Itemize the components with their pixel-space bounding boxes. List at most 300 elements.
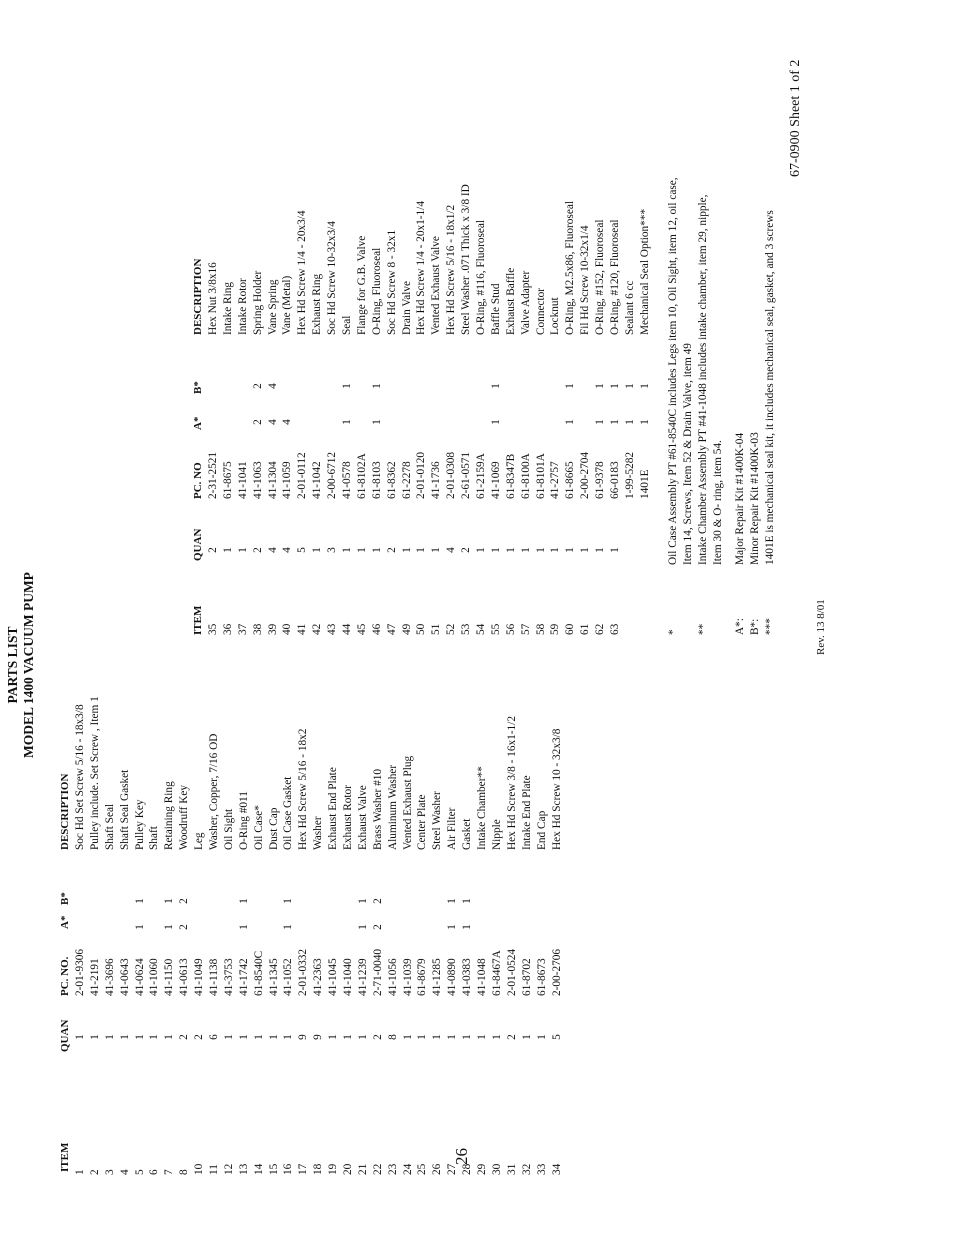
left-b-cell: [326, 893, 341, 909]
left-b-cell: 1: [237, 898, 250, 904]
right-item-cell: 60: [564, 623, 577, 635]
left-desc-cell: Hex Hd Screw 10 - 32x3/8: [550, 728, 563, 850]
right-pc-cell: 2-00-6712: [326, 451, 339, 499]
title-line-1: PARTS LIST: [5, 626, 20, 704]
left-b-cell: [430, 893, 445, 909]
right-quan-cell: 4: [266, 547, 279, 553]
right-quan-cell: 1: [430, 547, 443, 553]
left-description-column: [73, 600, 564, 850]
left-quan-cell: 1: [282, 1034, 295, 1040]
left-b-cell: [267, 893, 282, 909]
left-item-cell: 7: [163, 1169, 176, 1175]
left-desc-cell: Exhaust Valve: [356, 785, 369, 850]
left-b-cell: 1: [163, 898, 176, 904]
right-quan-cell: 1: [341, 547, 354, 553]
right-b-cell: [400, 378, 415, 394]
right-a-cell: [295, 414, 310, 430]
left-a-cell: [490, 919, 505, 935]
right-a-cell: [504, 414, 519, 430]
right-quan-cell: 1: [534, 547, 547, 553]
right-b-cell: 1: [623, 383, 636, 389]
right-b-cell: [221, 378, 236, 394]
left-desc-cell: Aluminum Washer: [386, 764, 399, 850]
right-b-cell: 1: [370, 383, 383, 389]
left-header-quan: QUAN: [59, 1019, 71, 1052]
left-pc-cell: 41-1045: [327, 958, 340, 996]
right-item-cell: 57: [519, 623, 532, 635]
right-quan-cell: 1: [504, 547, 517, 553]
left-pc-cell: 61-8467A: [490, 950, 503, 996]
right-desc-cell: Mechanical Seal Option***: [638, 208, 651, 335]
right-header-quan: QUAN: [192, 528, 204, 561]
left-a-cell: 2: [371, 924, 384, 930]
left-item-cell: 12: [222, 1163, 235, 1175]
right-quan-cell: 1: [489, 547, 502, 553]
right-item-cell: 45: [355, 623, 368, 635]
left-item-cell: 11: [208, 1164, 221, 1175]
right-desc-cell: Exhaust Ring: [311, 273, 324, 335]
sheet-label: 67-0900 Sheet 1 of 2: [788, 59, 803, 177]
left-a-cell: [311, 919, 326, 935]
right-quan-cell: 1: [564, 547, 577, 553]
left-b-cell: 1: [461, 898, 474, 904]
right-pc-cell: 61-8362: [385, 461, 398, 499]
right-quan-cell: 1: [475, 547, 488, 553]
right-a-cell: [310, 414, 325, 430]
right-a-column: [206, 414, 653, 430]
left-pc-cell: 41-0383: [461, 958, 474, 996]
left-b-cell: [341, 893, 356, 909]
note-text: Item 14, Screws, Item 52 & Drain Valve, item 49: [681, 343, 694, 565]
right-desc-cell: Connector: [534, 287, 547, 335]
left-a-cell: [386, 919, 401, 935]
right-desc-cell: Exhaust Baffle: [504, 267, 517, 335]
left-b-cell: [73, 893, 88, 909]
left-quan-cell: 1: [356, 1034, 369, 1040]
right-pc-cell: 41-1736: [430, 461, 443, 499]
left-pc-cell: 41-1040: [342, 958, 355, 996]
left-quan-cell: 8: [386, 1034, 399, 1040]
right-item-cell: 52: [445, 623, 458, 635]
left-pc-cell: 41-1052: [282, 958, 295, 996]
right-pc-cell: 61-2159A: [475, 453, 488, 499]
left-a-cell: [520, 919, 535, 935]
right-quan-cell: 1: [370, 547, 383, 553]
left-desc-cell: Retaining Ring: [163, 781, 176, 850]
left-item-cell: 19: [327, 1163, 340, 1175]
right-pc-cell: 1401E: [638, 469, 651, 499]
left-item-cell: 13: [237, 1163, 250, 1175]
right-quan-cell: 1: [594, 547, 607, 553]
left-desc-cell: Pulley Key: [133, 799, 146, 850]
left-item-cell: 28: [461, 1163, 474, 1175]
right-quan-cell: 1: [221, 547, 234, 553]
right-item-cell: 49: [400, 623, 413, 635]
left-item-cell: 27: [446, 1163, 459, 1175]
left-a-cell: [475, 919, 490, 935]
left-b-column: [73, 893, 564, 909]
left-a-cell: [103, 919, 118, 935]
left-b-cell: [118, 893, 133, 909]
right-item-cell: 35: [207, 623, 219, 635]
left-a-cell: [88, 919, 103, 935]
note-text: Major Repair Kit #1400K-04: [734, 432, 747, 565]
right-item-cell: [623, 595, 638, 635]
right-b-cell: [236, 378, 251, 394]
left-pc-cell: 41-1239: [356, 958, 369, 996]
right-b-column: [206, 378, 653, 394]
left-quan-cell: 1: [446, 1034, 459, 1040]
right-b-cell: [474, 378, 489, 394]
right-pc-column: [206, 429, 653, 499]
right-pc-cell: 41-1041: [236, 461, 249, 499]
left-pc-cell: 2-00-2706: [550, 948, 563, 996]
note-text: 1401E is mechanical seal kit, it includes mechanical seal, gasket, and 3 screws: [763, 210, 776, 565]
left-a-cell: 1: [282, 924, 295, 930]
right-b-cell: [280, 378, 295, 394]
right-desc-cell: O-Ring, #116, Fluoroseal: [475, 219, 488, 335]
left-item-cell: 32: [520, 1163, 533, 1175]
left-desc-cell: Vented Exhaust Plug: [401, 755, 414, 850]
note-mark: ***: [763, 618, 776, 635]
left-b-cell: 2: [371, 898, 384, 904]
right-desc-cell: Hex Hd Screw 5/16 - 18x1/2: [445, 204, 458, 335]
left-quan-cell: 1: [237, 1034, 250, 1040]
note-text: Minor Repair Kit #1400K-03: [748, 432, 761, 565]
left-quan-cell: 1: [148, 1034, 161, 1040]
left-pc-cell: 61-8702: [520, 958, 533, 996]
left-b-cell: [252, 893, 267, 909]
left-b-cell: [386, 893, 401, 909]
left-desc-cell: Oil Sight: [222, 808, 235, 850]
right-b-cell: 1: [609, 383, 622, 389]
right-item-cell: 51: [430, 623, 443, 635]
left-item-cell: 2: [88, 1169, 101, 1175]
right-quan-cell: 2: [207, 547, 219, 553]
left-quan-cell: 1: [431, 1034, 444, 1040]
right-b-cell: 2: [251, 383, 264, 389]
left-item-cell: 5: [133, 1169, 146, 1175]
left-b-cell: [490, 893, 505, 909]
left-pc-cell: 41-1138: [208, 958, 221, 996]
right-a-cell: 1: [594, 419, 607, 425]
right-pc-cell: 61-8101A: [534, 453, 547, 499]
right-a-cell: 1: [564, 419, 577, 425]
note-mark: B*:: [748, 618, 761, 635]
right-pc-cell: 66-0183: [609, 461, 622, 499]
right-a-cell: [221, 414, 236, 430]
left-desc-cell: Air Filter: [446, 807, 459, 850]
left-pc-cell: 41-1048: [476, 958, 489, 996]
left-b-cell: [192, 893, 207, 909]
left-quan-cell: 1: [133, 1034, 146, 1040]
right-a-cell: [400, 414, 415, 430]
right-desc-cell: Hex Nut 3/8x16: [207, 262, 219, 335]
left-pc-cell: 61-8673: [535, 958, 548, 996]
right-a-cell: [429, 414, 444, 430]
note-mark: *: [667, 629, 679, 635]
right-desc-cell: Seal: [341, 315, 354, 335]
right-pc-cell: 61-8347B: [504, 453, 517, 499]
right-a-cell: [519, 414, 534, 430]
right-a-cell: 4: [281, 419, 294, 425]
right-header-b: B*: [192, 381, 204, 394]
right-a-cell: [325, 414, 340, 430]
left-pc-cell: 41-1150: [163, 958, 176, 996]
revision-label: Rev. 13 8/01: [815, 599, 827, 655]
left-header-description: DESCRIPTION: [59, 773, 71, 850]
left-item-cell: 24: [401, 1163, 414, 1175]
left-a-cell: [401, 919, 416, 935]
right-a-cell: 1: [638, 419, 651, 425]
left-pc-cell: 41-1285: [431, 958, 444, 996]
right-b-cell: 1: [594, 383, 607, 389]
left-a-column: [73, 919, 564, 935]
right-desc-cell: Hex Hd Screw 1/4 - 20x3/4: [296, 210, 309, 335]
left-desc-cell: Exhaust Rotor: [342, 785, 355, 850]
right-b-cell: [504, 378, 519, 394]
left-a-cell: [118, 919, 133, 935]
left-desc-cell: Washer, Copper, 7/16 OD: [208, 733, 221, 850]
left-pc-cell: 41-1060: [148, 958, 161, 996]
right-item-cell: 42: [311, 623, 324, 635]
left-quan-cell: 1: [461, 1034, 474, 1040]
left-quan-cell: 9: [297, 1034, 310, 1040]
left-desc-cell: Leg: [193, 832, 206, 850]
page-number: 26: [452, 1148, 471, 1165]
right-quan-cell: 1: [400, 547, 413, 553]
left-item-cell: 3: [103, 1169, 116, 1175]
right-pc-cell: 2-01-0112: [296, 452, 309, 499]
right-item-cell: 39: [266, 623, 279, 635]
right-pc-cell: 2-61-0571: [460, 451, 473, 499]
left-a-cell: [326, 919, 341, 935]
left-desc-cell: Intake End Plate: [520, 775, 533, 850]
note-text: Intake Chamber Assembly PT #41-1048 includes intake chamber, item 29, nipple,: [696, 194, 709, 565]
left-a-cell: 1: [133, 924, 146, 930]
left-pc-cell: 41-1056: [386, 958, 399, 996]
left-item-cell: 26: [431, 1163, 444, 1175]
left-quan-cell: 5: [550, 1034, 563, 1040]
left-a-cell: 1: [461, 924, 474, 930]
right-b-cell: 1: [341, 383, 354, 389]
left-desc-cell: Dust Cap: [267, 807, 280, 850]
left-pc-cell: 41-1345: [267, 958, 280, 996]
left-desc-cell: Hex Hd Screw 5/16 - 18x2: [297, 728, 310, 850]
left-a-cell: [535, 919, 550, 935]
left-b-cell: [401, 893, 416, 909]
right-desc-cell: Intake Rotor: [236, 278, 249, 335]
right-quan-cell: 2: [251, 547, 264, 553]
left-b-cell: 1: [446, 898, 459, 904]
right-item-cell: 55: [489, 623, 502, 635]
left-quan-cell: 1: [535, 1034, 548, 1040]
left-desc-cell: O-Ring #011: [237, 791, 250, 850]
right-item-cell: 43: [326, 623, 339, 635]
right-pc-cell: 41-0578: [341, 461, 354, 499]
left-pc-cell: 41-1742: [237, 958, 250, 996]
title-line-2: MODEL 1400 VACUUM PUMP: [21, 572, 36, 758]
right-b-cell: [310, 378, 325, 394]
left-b-cell: [147, 893, 162, 909]
right-quan-cell: 1: [519, 547, 532, 553]
right-quan-cell: 1: [579, 547, 592, 553]
right-a-cell: [534, 414, 549, 430]
left-a-cell: [147, 919, 162, 935]
right-desc-cell: Spring Holder: [251, 270, 264, 335]
left-b-cell: [535, 893, 550, 909]
right-a-cell: 1: [341, 419, 354, 425]
right-item-cell: 62: [594, 623, 607, 635]
left-quan-cell: 2: [505, 1034, 518, 1040]
right-item-cell: 54: [475, 623, 488, 635]
right-a-cell: [578, 414, 593, 430]
left-quan-cell: 2: [193, 1034, 206, 1040]
right-a-cell: 4: [266, 419, 279, 425]
left-item-cell: 30: [490, 1163, 503, 1175]
right-b-cell: [459, 378, 474, 394]
left-b-cell: [222, 893, 237, 909]
left-item-cell: 8: [178, 1169, 191, 1175]
left-a-cell: [207, 919, 222, 935]
right-item-cell: 50: [415, 623, 428, 635]
left-item-cell: 18: [312, 1163, 325, 1175]
right-desc-cell: Flange for G.B. Valve: [355, 235, 368, 335]
left-quan-column: [73, 1017, 564, 1057]
left-pc-cell: 41-0890: [446, 958, 459, 996]
right-item-cell: 61: [579, 623, 592, 635]
left-quan-cell: 1: [342, 1034, 355, 1040]
right-desc-cell: Drain Valve: [400, 280, 413, 335]
left-desc-cell: Center Plate: [416, 794, 429, 850]
left-b-cell: [296, 893, 311, 909]
left-quan-cell: 1: [490, 1034, 503, 1040]
right-pc-cell: 41-1304: [266, 461, 279, 499]
right-item-cell: 37: [236, 623, 249, 635]
right-pc-cell: 61-8675: [221, 461, 234, 499]
left-a-cell: [550, 919, 565, 935]
left-a-cell: [267, 919, 282, 935]
right-b-cell: 1: [564, 383, 577, 389]
right-header-a: A*: [192, 416, 204, 430]
right-pc-cell: 41-1042: [311, 461, 324, 499]
right-pc-cell: 61-8103: [370, 461, 383, 499]
right-a-cell: [236, 414, 251, 430]
right-a-cell: [474, 414, 489, 430]
right-item-cell: 44: [341, 623, 354, 635]
left-quan-cell: 1: [327, 1034, 340, 1040]
right-item-cell: 56: [504, 623, 517, 635]
left-item-cell: 1: [74, 1169, 86, 1175]
left-desc-cell: End Cap: [535, 810, 548, 850]
right-pc-cell: 2-00-2704: [579, 451, 592, 499]
left-header-pc: PC. NO.: [59, 956, 71, 996]
right-quan-cell: 1: [355, 547, 368, 553]
right-desc-cell: Vented Exhaust Valve: [430, 236, 443, 335]
left-quan-cell: 1: [163, 1034, 176, 1040]
left-pc-cell: 41-0613: [178, 958, 191, 996]
left-a-cell: 1: [163, 924, 176, 930]
right-a-cell: [355, 414, 370, 430]
right-quan-column: [206, 535, 653, 565]
right-b-cell: [414, 378, 429, 394]
right-quan-cell: 1: [609, 547, 622, 553]
left-a-cell: 1: [446, 924, 459, 930]
right-desc-cell: Locknut: [549, 297, 562, 335]
left-b-cell: [103, 893, 118, 909]
left-b-cell: [550, 893, 565, 909]
left-header-a: A*: [59, 915, 71, 929]
note-text: Item 30 & O- ring, item 54.: [711, 440, 724, 565]
right-desc-cell: Intake Ring: [221, 281, 234, 335]
right-quan-cell: [623, 535, 638, 565]
left-quan-cell: 1: [103, 1034, 116, 1040]
right-quan-cell: 2: [385, 547, 398, 553]
right-quan-cell: 1: [415, 547, 428, 553]
right-desc-cell: Fil Hd Screw 10-32x1/4: [579, 225, 592, 335]
right-item-cell: 38: [251, 623, 264, 635]
right-item-cell: 46: [370, 623, 383, 635]
left-quan-cell: 2: [178, 1034, 191, 1040]
left-item-cell: 23: [386, 1163, 399, 1175]
left-item-cell: 4: [118, 1169, 131, 1175]
right-pc-cell: 2-31-2521: [207, 451, 219, 499]
right-a-cell: 1: [489, 419, 502, 425]
left-b-cell: 2: [178, 898, 191, 904]
right-desc-cell: O-Ring, Fluoroseal: [370, 247, 383, 335]
right-pc-cell: 61-2278: [400, 461, 413, 499]
left-quan-cell: 1: [222, 1034, 235, 1040]
left-pc-cell: 2-71-0040: [371, 948, 384, 996]
left-desc-cell: Nipple: [490, 819, 503, 850]
right-description-column: [206, 35, 653, 335]
right-quan-cell: 2: [460, 547, 473, 553]
right-a-cell: [385, 414, 400, 430]
right-quan-cell: 4: [445, 547, 458, 553]
right-desc-cell: Hex Hd Screw 1/4 - 20x1-1/4: [415, 201, 428, 335]
right-quan-cell: 4: [281, 547, 294, 553]
left-pc-cell: 41-0624: [133, 958, 146, 996]
left-pc-cell: 61-8679: [416, 958, 429, 996]
left-a-cell: [73, 919, 88, 935]
note-mark: **: [696, 623, 709, 635]
right-quan-cell: 1: [549, 547, 562, 553]
right-pc-cell: 61-8102A: [355, 453, 368, 499]
left-b-cell: 1: [356, 898, 369, 904]
left-desc-cell: Shaft Seal: [103, 803, 116, 850]
right-quan-cell: 1: [236, 547, 249, 553]
left-desc-cell: Pulley include. Set Screw , Item 1: [88, 696, 101, 850]
right-b-cell: 1: [489, 383, 502, 389]
left-pc-cell: 41-1049: [193, 958, 206, 996]
right-header-description: DESCRIPTION: [192, 258, 204, 335]
left-a-cell: 1: [237, 924, 250, 930]
left-quan-cell: 1: [416, 1034, 429, 1040]
right-desc-cell: O-Ring, #120, Fluoroseal: [609, 219, 622, 335]
right-pc-cell: 61-8665: [564, 461, 577, 499]
left-desc-cell: Oil Case Gasket: [282, 776, 295, 850]
left-a-cell: [341, 919, 356, 935]
left-quan-cell: 1: [88, 1034, 101, 1040]
right-pc-cell: 61-8100A: [519, 453, 532, 499]
right-item-cell: 59: [549, 623, 562, 635]
left-quan-cell: 2: [371, 1034, 384, 1040]
left-pc-cell: 41-1039: [401, 958, 414, 996]
left-quan-cell: 1: [252, 1034, 265, 1040]
right-item-column: [206, 595, 653, 635]
right-b-cell: [444, 378, 459, 394]
left-item-cell: 16: [282, 1163, 295, 1175]
